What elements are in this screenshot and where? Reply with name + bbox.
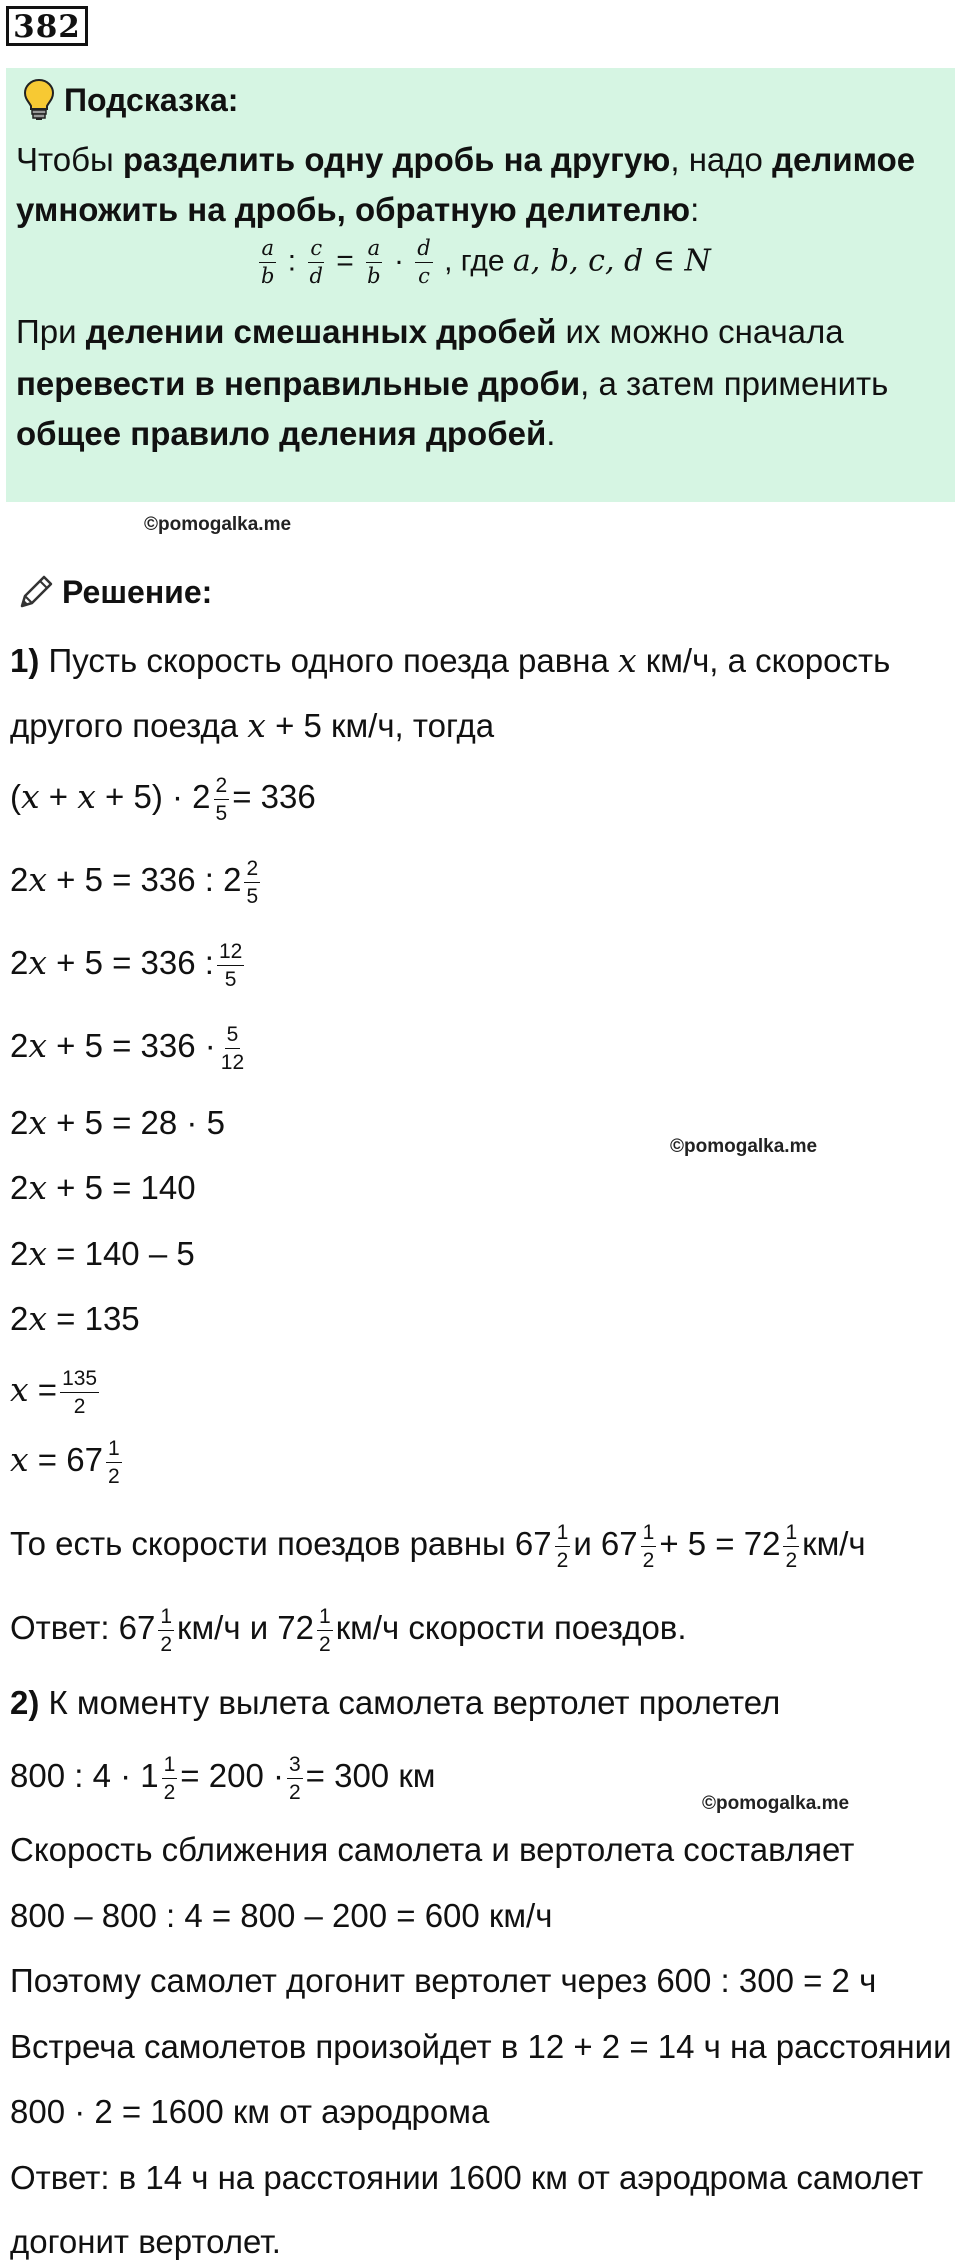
equation-7: 2x = 140 – 5 (10, 1234, 195, 1273)
hint-line-3 (16, 312, 844, 352)
fraction: $\frac{1}{2}$ (107, 1437, 120, 1488)
var-x: x (247, 706, 266, 745)
answer-1: Ответ: 67 $\frac{1}{2}$ км/ч и 72 $\frac{1}{2}$ км/ч скорости поездов. (10, 1605, 687, 1656)
part2-line-4: Поэтому самолет догонит вертолет через 600 : 300 = 2 ч (10, 1962, 877, 1999)
equation-9: x = $\frac{135}{2}$ (10, 1367, 98, 1418)
watermark: ©pomogalka.me (670, 1136, 818, 1157)
equation-4: 2x + 5 = 336 · $\frac{5}{12}$ (10, 1023, 245, 1074)
operator: = (336, 244, 354, 278)
text: При (16, 313, 86, 350)
fraction: $\frac{5}{12}$ (220, 1023, 245, 1074)
part1-line-1 (10, 641, 890, 681)
text: Пусть скорость одного поезда равна (39, 642, 618, 679)
part1-line-2 (10, 706, 494, 746)
lightbulb-icon (22, 78, 56, 122)
hint-line-2 (16, 190, 699, 230)
fraction-a-b: $\frac{a}{b}$ (261, 236, 275, 288)
fraction-d-c: $\frac{d}{c}$ (417, 236, 431, 288)
text-bold: разделить одну дробь на другую (122, 141, 671, 178)
text-bold: делимое (772, 141, 916, 178)
hint-line-5 (16, 414, 555, 454)
part2-line-2: Скорость сближения самолета и вертолета составляет (10, 1831, 855, 1868)
operator: : (287, 244, 297, 278)
pencil-icon (16, 572, 56, 612)
text-bold: умножить на дробь, обратную делителю (16, 191, 691, 228)
text: , где (444, 244, 505, 278)
solution-title-text: Решение: (62, 573, 213, 610)
fraction: $\frac{2}{5}$ (246, 857, 259, 908)
part-number: 1) (10, 642, 40, 679)
problem-number: 382 (6, 6, 88, 46)
text: . (546, 415, 556, 452)
fraction: $\frac{1}{2}$ (160, 1605, 173, 1656)
fraction: $\frac{1}{2}$ (642, 1521, 655, 1572)
fraction-c-d: $\frac{c}{d}$ (309, 236, 323, 288)
part2-answer-2: догонит вертолет. (10, 2223, 281, 2260)
fraction-a-b-2: $\frac{a}{b}$ (367, 236, 381, 288)
equation-10: x = 67 $\frac{1}{2}$ (10, 1437, 120, 1488)
fraction: $\frac{1}{2}$ (556, 1521, 569, 1572)
text-bold: общее правило деления дробей (16, 415, 547, 452)
watermark: ©pomogalka.me (144, 514, 292, 535)
equation-5: 2x + 5 = 28 · 5 (10, 1103, 225, 1142)
part-number: 2) (10, 1684, 40, 1721)
fraction: $\frac{135}{2}$ (62, 1367, 98, 1418)
part2-equation-1: 800 : 4 · 1 $\frac{1}{2}$ = 200 · $\frac{3}{2}$ = 300 км (10, 1753, 436, 1804)
watermark: ©pomogalka.me (702, 1793, 850, 1814)
fraction: $\frac{2}{5}$ (215, 774, 228, 825)
text: другого поезда (10, 707, 248, 744)
hint-title (22, 78, 238, 122)
operator: · (393, 244, 404, 278)
equation-8: 2x = 135 (10, 1299, 140, 1338)
text: К моменту вылета самолета вертолет пролетел (39, 1684, 781, 1721)
text-bold: делении смешанных дробей (85, 313, 557, 350)
solution-title (16, 572, 212, 612)
fraction: $\frac{1}{2}$ (319, 1605, 331, 1656)
speeds-summary: То есть скорости поездов равны 67 $\frac{1}{2}$ и 67 $\frac{1}{2}$ + 5 = 72 $\frac{1}{2}$ км/ч (10, 1521, 866, 1572)
text-bold: перевести в неправильные дроби (16, 365, 581, 402)
text: км/ч, а скорость (636, 642, 891, 679)
fraction: $\frac{3}{2}$ (288, 1753, 301, 1804)
part2-line-5: Встреча самолетов произойдет в 12 + 2 = 14 ч на расстоянии (10, 2028, 952, 2065)
part2-line-3: 800 – 800 : 4 = 800 – 200 = 600 км/ч (10, 1897, 553, 1934)
text: , а затем применить (580, 365, 889, 402)
part2-answer-1: Ответ: в 14 ч на расстоянии 1600 км от аэродрома самолет (10, 2159, 924, 2196)
fraction: $\frac{1}{2}$ (785, 1521, 798, 1572)
division-formula (256, 238, 711, 287)
part2-line-1 (10, 1683, 780, 1723)
text: + 5 км/ч, тогда (265, 707, 495, 744)
hint-line-1 (16, 140, 915, 180)
hint-title-text: Подсказка: (64, 81, 239, 118)
var-x: x (618, 641, 637, 680)
text: : (690, 191, 700, 228)
equation-2: 2x + 5 = 336 : 2 $\frac{2}{5}$ (10, 857, 259, 908)
text: их можно сначала (556, 313, 844, 350)
equation-1: (x + x + 5) · 2 $\frac{2}{5}$ = 336 (10, 774, 316, 825)
text: Чтобы (16, 141, 123, 178)
equation-3: 2x + 5 = 336 : $\frac{12}{5}$ (10, 940, 243, 991)
hint-box (6, 68, 955, 502)
fraction: $\frac{12}{5}$ (218, 940, 243, 991)
equation-6: 2x + 5 = 140 (10, 1168, 196, 1207)
fraction: $\frac{1}{2}$ (163, 1753, 176, 1804)
text: , надо (670, 141, 773, 178)
math-vars: a, b, c, d ∈ N (512, 243, 711, 279)
part2-line-6: 800 · 2 = 1600 км от аэродрома (10, 2093, 490, 2130)
hint-line-4 (16, 364, 888, 404)
